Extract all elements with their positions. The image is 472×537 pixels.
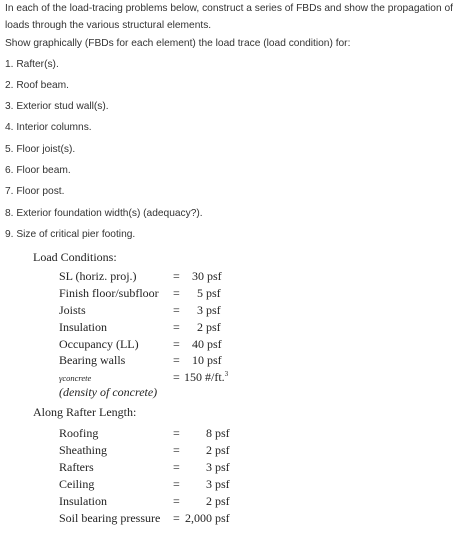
list-item: 2. Roof beam. bbox=[5, 80, 69, 91]
list-item: 1. Rafter(s). bbox=[5, 59, 59, 70]
list-item: 7. Floor post. bbox=[5, 186, 65, 197]
equals-sign: = bbox=[173, 353, 180, 367]
list-item: 8. Exterior foundation width(s) (adequacy?). bbox=[5, 208, 203, 219]
load-value: 10 psf bbox=[192, 353, 222, 367]
load-value: 40 psf bbox=[192, 337, 222, 351]
concrete-density-note: (density of concrete) bbox=[59, 385, 158, 399]
rafter-length-heading: Along Rafter Length: bbox=[33, 405, 137, 419]
list-item: 9. Size of critical pier footing. bbox=[5, 229, 136, 240]
equals-sign: = bbox=[173, 370, 180, 384]
load-label: Ceiling bbox=[59, 477, 95, 491]
intro-paragraph: In each of the load-tracing problems below, construct a series of FBDs and show the propagation of loads through the various structural elements. bbox=[5, 3, 453, 31]
load-value: 2 psf bbox=[197, 320, 221, 334]
equals-sign: = bbox=[173, 443, 180, 457]
concrete-density-value: 150 #/ft.$^3$ bbox=[184, 370, 229, 384]
load-label: Rafters bbox=[59, 460, 94, 474]
equals-sign: = bbox=[173, 426, 180, 440]
equals-sign: = bbox=[173, 511, 180, 525]
instruction-text: Show graphically (FBDs for each element) the load trace (load condition) for: bbox=[5, 38, 351, 49]
load-conditions-heading: Load Conditions: bbox=[33, 250, 117, 264]
load-label: Finish floor/subfloor bbox=[59, 286, 159, 300]
equals-sign: = bbox=[173, 460, 180, 474]
load-value: 3 psf bbox=[206, 477, 230, 491]
equals-sign: = bbox=[173, 494, 180, 508]
load-value: 2 psf bbox=[206, 494, 230, 508]
load-label: Roofing bbox=[59, 426, 99, 440]
equals-sign: = bbox=[173, 286, 180, 300]
equals-sign: = bbox=[173, 477, 180, 491]
load-value: 30 psf bbox=[192, 269, 222, 283]
load-label: Bearing walls bbox=[59, 353, 126, 367]
load-label: Occupancy (LL) bbox=[59, 337, 139, 351]
load-value: 5 psf bbox=[197, 286, 221, 300]
equals-sign: = bbox=[173, 269, 180, 283]
list-item: 3. Exterior stud wall(s). bbox=[5, 101, 109, 112]
load-label: Soil bearing pressure bbox=[59, 511, 161, 525]
concrete-density-label: γconcrete bbox=[59, 373, 92, 383]
load-label: Insulation bbox=[59, 320, 107, 334]
load-value: 3 psf bbox=[197, 303, 221, 317]
equals-sign: = bbox=[173, 303, 180, 317]
list-item: 6. Floor beam. bbox=[5, 165, 71, 176]
load-value: 2 psf bbox=[206, 443, 230, 457]
exponent: 3 bbox=[224, 370, 229, 378]
load-label: SL (horiz. proj.) bbox=[59, 269, 137, 283]
load-label: Insulation bbox=[59, 494, 107, 508]
list-item: 4. Interior columns. bbox=[5, 122, 92, 133]
load-value: 8 psf bbox=[206, 426, 230, 440]
load-label: Joists bbox=[59, 303, 86, 317]
load-value: 2,000 psf bbox=[185, 511, 230, 525]
equals-sign: = bbox=[173, 320, 180, 334]
list-item: 5. Floor joist(s). bbox=[5, 144, 76, 155]
load-value: 3 psf bbox=[206, 460, 230, 474]
equals-sign: = bbox=[173, 337, 180, 351]
load-label: Sheathing bbox=[59, 443, 107, 457]
